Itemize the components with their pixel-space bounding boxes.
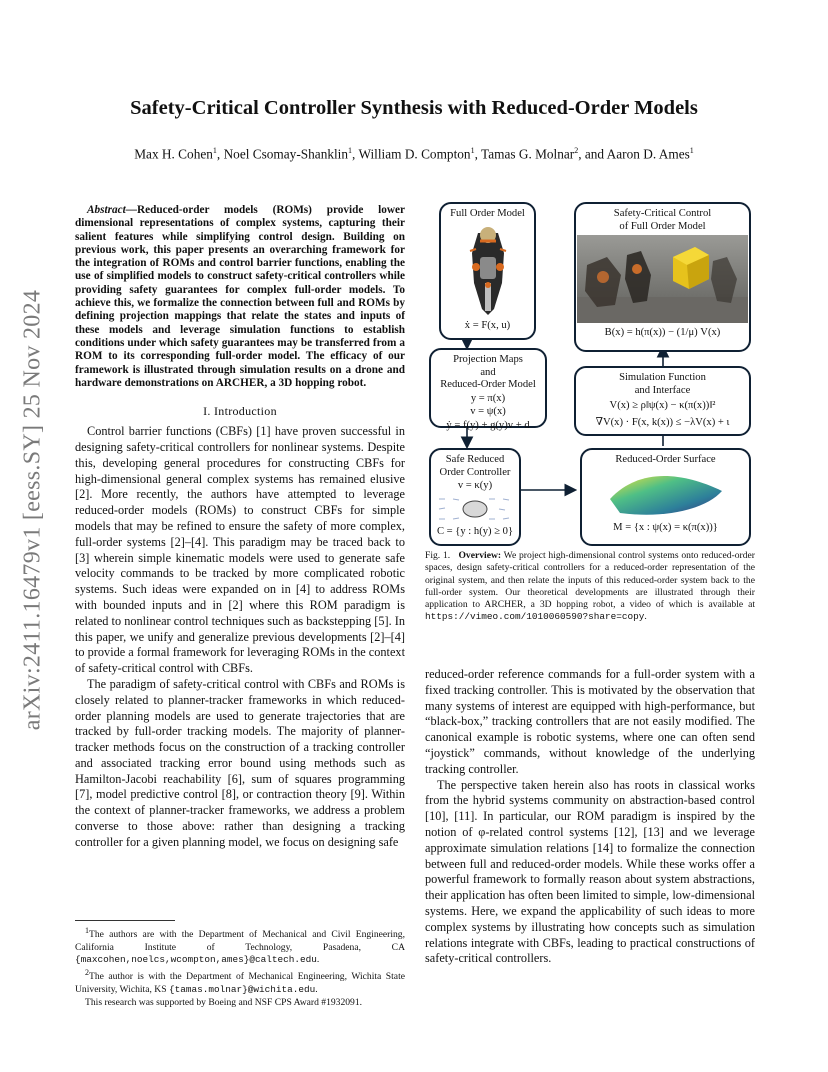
arxiv-id: arXiv:2411.16479v1 [eess.SY] 25 Nov 2024 [19, 289, 46, 731]
right-paragraph-2: The perspective taken herein also has roots in classical works from the hybrid systems community on abstraction-based control [10], [11]. In particular, our ROM paradigm is inspired by the notion of φ-related control systems [12], [13] and we leverage approximate simulation relations [14] to formalize the connection between full and reduced-order models. While these works offer a powerful framework to formally reason about system abstractions, their application has often been limited to simple, low-dimensional systems. Here, we expand the applicability of such ideas to more complex systems by illustrating how concepts such as simulation relations integrate with CBFs, leading to practical constructions of safety-critical controllers. [425, 777, 755, 966]
safe-reduced-controller-box [429, 448, 521, 546]
affiliation-mark: 1 [212, 146, 217, 155]
safety-critical-control-box [574, 202, 751, 352]
author-name: William D. Compton [358, 146, 471, 162]
author-list: Max H. Cohen$^1$, Noel Csomay-Shanklin$^1$, William D. Compton$^1$, Tamas G. Molnar$^2$, and Aaron D. Ames$^1$ [134, 146, 694, 162]
intro-paragraph-1: Control barrier functions (CBFs) [1] have proven successful in designing safety-critical controllers for nonlinear systems. Despite this, developing general procedures for constructing CBFs for high-dimensional general complex systems has remained elusive [2]. More recently, the authors have attempted to leverage reduced-order models (ROMs) to construct CBFs for simple models that may be refined to ensure the safety of more complex, full-order systems [2]–[4]. This paradigm may be traced back to [3] wherein simple kinematic models were used to generate safe velocity commands to be tracked by more complicated robotic systems. Such ideas were expanded on in [4] to address ROMs with bounded inputs and in [2] where this ROM paradigm is related to nonlinear control techniques such as backstepping [5]. In this paper, we unify and generalize previous developments [2]–[4] to provide a formal framework for leveraging ROMs in the context of safety-critical control with CBFs. [75, 424, 405, 676]
right-paragraph-1: reduced-order reference commands for a full-order system with a fixed tracking controller. This is motivated by the observation that many systems of interest are equipped with high-performance, but “black-box,” tracking controllers that are not easily modified. The canonical example is robotic systems, where one can often send “joystick” commands, without knowledge of the underlying tracking controller. [425, 667, 755, 776]
figure-caption: Fig. 1. Overview: We project high-dimensional control systems onto reduced-order spaces, design safety-critical controllers for a reduced-order representation of the original system, and then relate the inputs of this reduced-order system back to the full-order system. Our theoretical developments are illustrated through their application to ARCHER, a 3D hopping robot, a video of which is available at https://vimeo.com/1010060590?share=copy. [425, 550, 755, 623]
affiliation-mark: 1 [348, 146, 353, 155]
right-column [425, 667, 755, 967]
footnote-email: {maxcohen,noelcs,wcompton,ames}@caltech.edu [75, 954, 317, 965]
surface-plot-illustration [606, 469, 726, 519]
footnote-email: {tamas.molnar}@wichita.edu [168, 984, 316, 995]
affiliation-mark: 1 [689, 146, 694, 155]
footnote-1: $^1$The authors are with the Department of Mechanical and Civil Engineering, California Institute of Technology, Pasadena, CA {maxcohen,noelcs,wcompton,ames}@caltech.edu. [75, 926, 405, 965]
left-column [75, 204, 405, 851]
simulation-eq-2: ∇V(x) · F(x, k(x)) ≤ −λV(x) + ι [595, 416, 730, 428]
simulation-function-box [574, 366, 751, 436]
hardware-photo-illustration [577, 235, 748, 323]
vector-field-illustration [433, 493, 517, 525]
hopping-robot-illustration [458, 223, 518, 319]
arxiv-stamp [16, 270, 50, 750]
abstract-text: Reduced-order models (ROMs) provide lower dimensional representations of complex systems, capturing their salient features while simplifying control design. Building on previous work, this paper presents an overarching framework for the integration of ROMs and control barrier functions, enabling the use of simplified models to construct safety-critical controllers while providing safety guarantees for complex full-order models. To achieve this, we formalize the connection between full and ROMs by defining projection mappings that relate the states and inputs of these models and leverage simulation functions to establish conditions under which safety guarantees may be transferred from a ROM to its corresponding full-order model. The efficacy of our framework is illustrated through simulation results on a drone and hardware demonstrations on ARCHER, a 3D hopping robot. [75, 204, 405, 389]
author-name: Max H. Cohen [134, 146, 213, 162]
box-title: Projection Maps and Reduced-Order Model [440, 354, 536, 391]
box-title: Safe Reduced Order Controller [439, 454, 511, 478]
footnote-rule [75, 920, 175, 921]
surface-equation: M = {x : ψ(x) = κ(π(x))} [613, 521, 718, 533]
footnotes [75, 920, 405, 1011]
projection-eq-1: y = π(x) [470, 392, 506, 404]
author-name: Aaron D. Ames [606, 146, 690, 162]
section-heading: I. Introduction [203, 404, 277, 419]
paper-title: Safety-Critical Controller Synthesis with Reduced-Order Models [130, 97, 698, 119]
figure-1 [425, 198, 755, 550]
intro-paragraph-2: The paradigm of safety-critical control with CBFs and ROMs is closely related to planner-tracker frameworks in which reduced-order planning models are used to generate trajectories that are tracked by full-order tracking models. The majority of planner-tracker methods focus on the construction of a tracking controller and associated tracking error bound using methods such as Hamilton-Jacobi reachability [6], sum of squares programming [7], model predictive control [8], or contraction theory [9]. Within the context of planner-tracker frameworks, we address a problem converse to those above: rather than designing a tracking controller for a given planning model, we focus on designing safe [75, 676, 405, 849]
box-title: Safety-Critical Control of Full Order Model [613, 208, 712, 232]
box-title: Full Order Model [450, 208, 525, 219]
safe-set-equation: C = {y : h(y) ≥ 0} [436, 525, 514, 537]
projection-eq-3: ẏ = f(y) + g(y)v + d [446, 419, 530, 431]
box-title: Simulation Function and Interface [619, 372, 706, 396]
author-name: Noel Csomay-Shanklin [223, 146, 349, 162]
video-link[interactable]: https://vimeo.com/1010060590?share=copy [425, 611, 645, 623]
footnote-2: $^2$The author is with the Department of Mechanical Engineering, Wichita State University, Wichita, KS {tamas.molnar}@wichita.edu. [75, 968, 405, 995]
controller-equation: v = κ(y) [457, 480, 493, 492]
simulation-eq-1: V(x) ≥ ρ‖ψ(x) − κ(π(x))‖² [609, 400, 716, 412]
abstract-label: Abstract [87, 204, 126, 216]
full-order-model-box [439, 202, 536, 340]
full-order-equation: ẋ = F(x, u) [464, 319, 511, 331]
reduced-order-surface-box [580, 448, 751, 546]
projection-maps-box [429, 348, 547, 431]
footnote-funding: This research was supported by Boeing and NSF CPS Award #1932091. [85, 997, 363, 1009]
affiliation-mark: 1 [470, 146, 475, 155]
abstract: Abstract—Reduced-order models (ROMs) provide lower dimensional representations of complex systems, capturing their salient features while simplifying control design. Building on previous work, this paper presents an overarching framework for the integration of ROMs and control barrier functions, enabling the use of simplified models to construct safety-critical controllers while providing safety guarantees for complex full-order models. To achieve this, we formalize the connection between full and ROMs by defining projection mappings that relate the states and inputs of these models and leverage simulation functions to establish conditions under which safety guarantees may be transferred from a ROM to its corresponding full-order model. The efficacy of our framework is illustrated through simulation results on a drone and hardware demonstrations on ARCHER, a 3D hopping robot. [75, 204, 405, 389]
projection-eq-2: v = ψ(x) [470, 406, 506, 418]
safety-equation: B(x) = h(π(x)) − (1/μ) V(x) [604, 327, 721, 339]
affiliation-mark: 2 [574, 146, 579, 155]
box-title: Reduced-Order Surface [615, 454, 716, 465]
author-name: Tamas G. Molnar [481, 146, 575, 162]
